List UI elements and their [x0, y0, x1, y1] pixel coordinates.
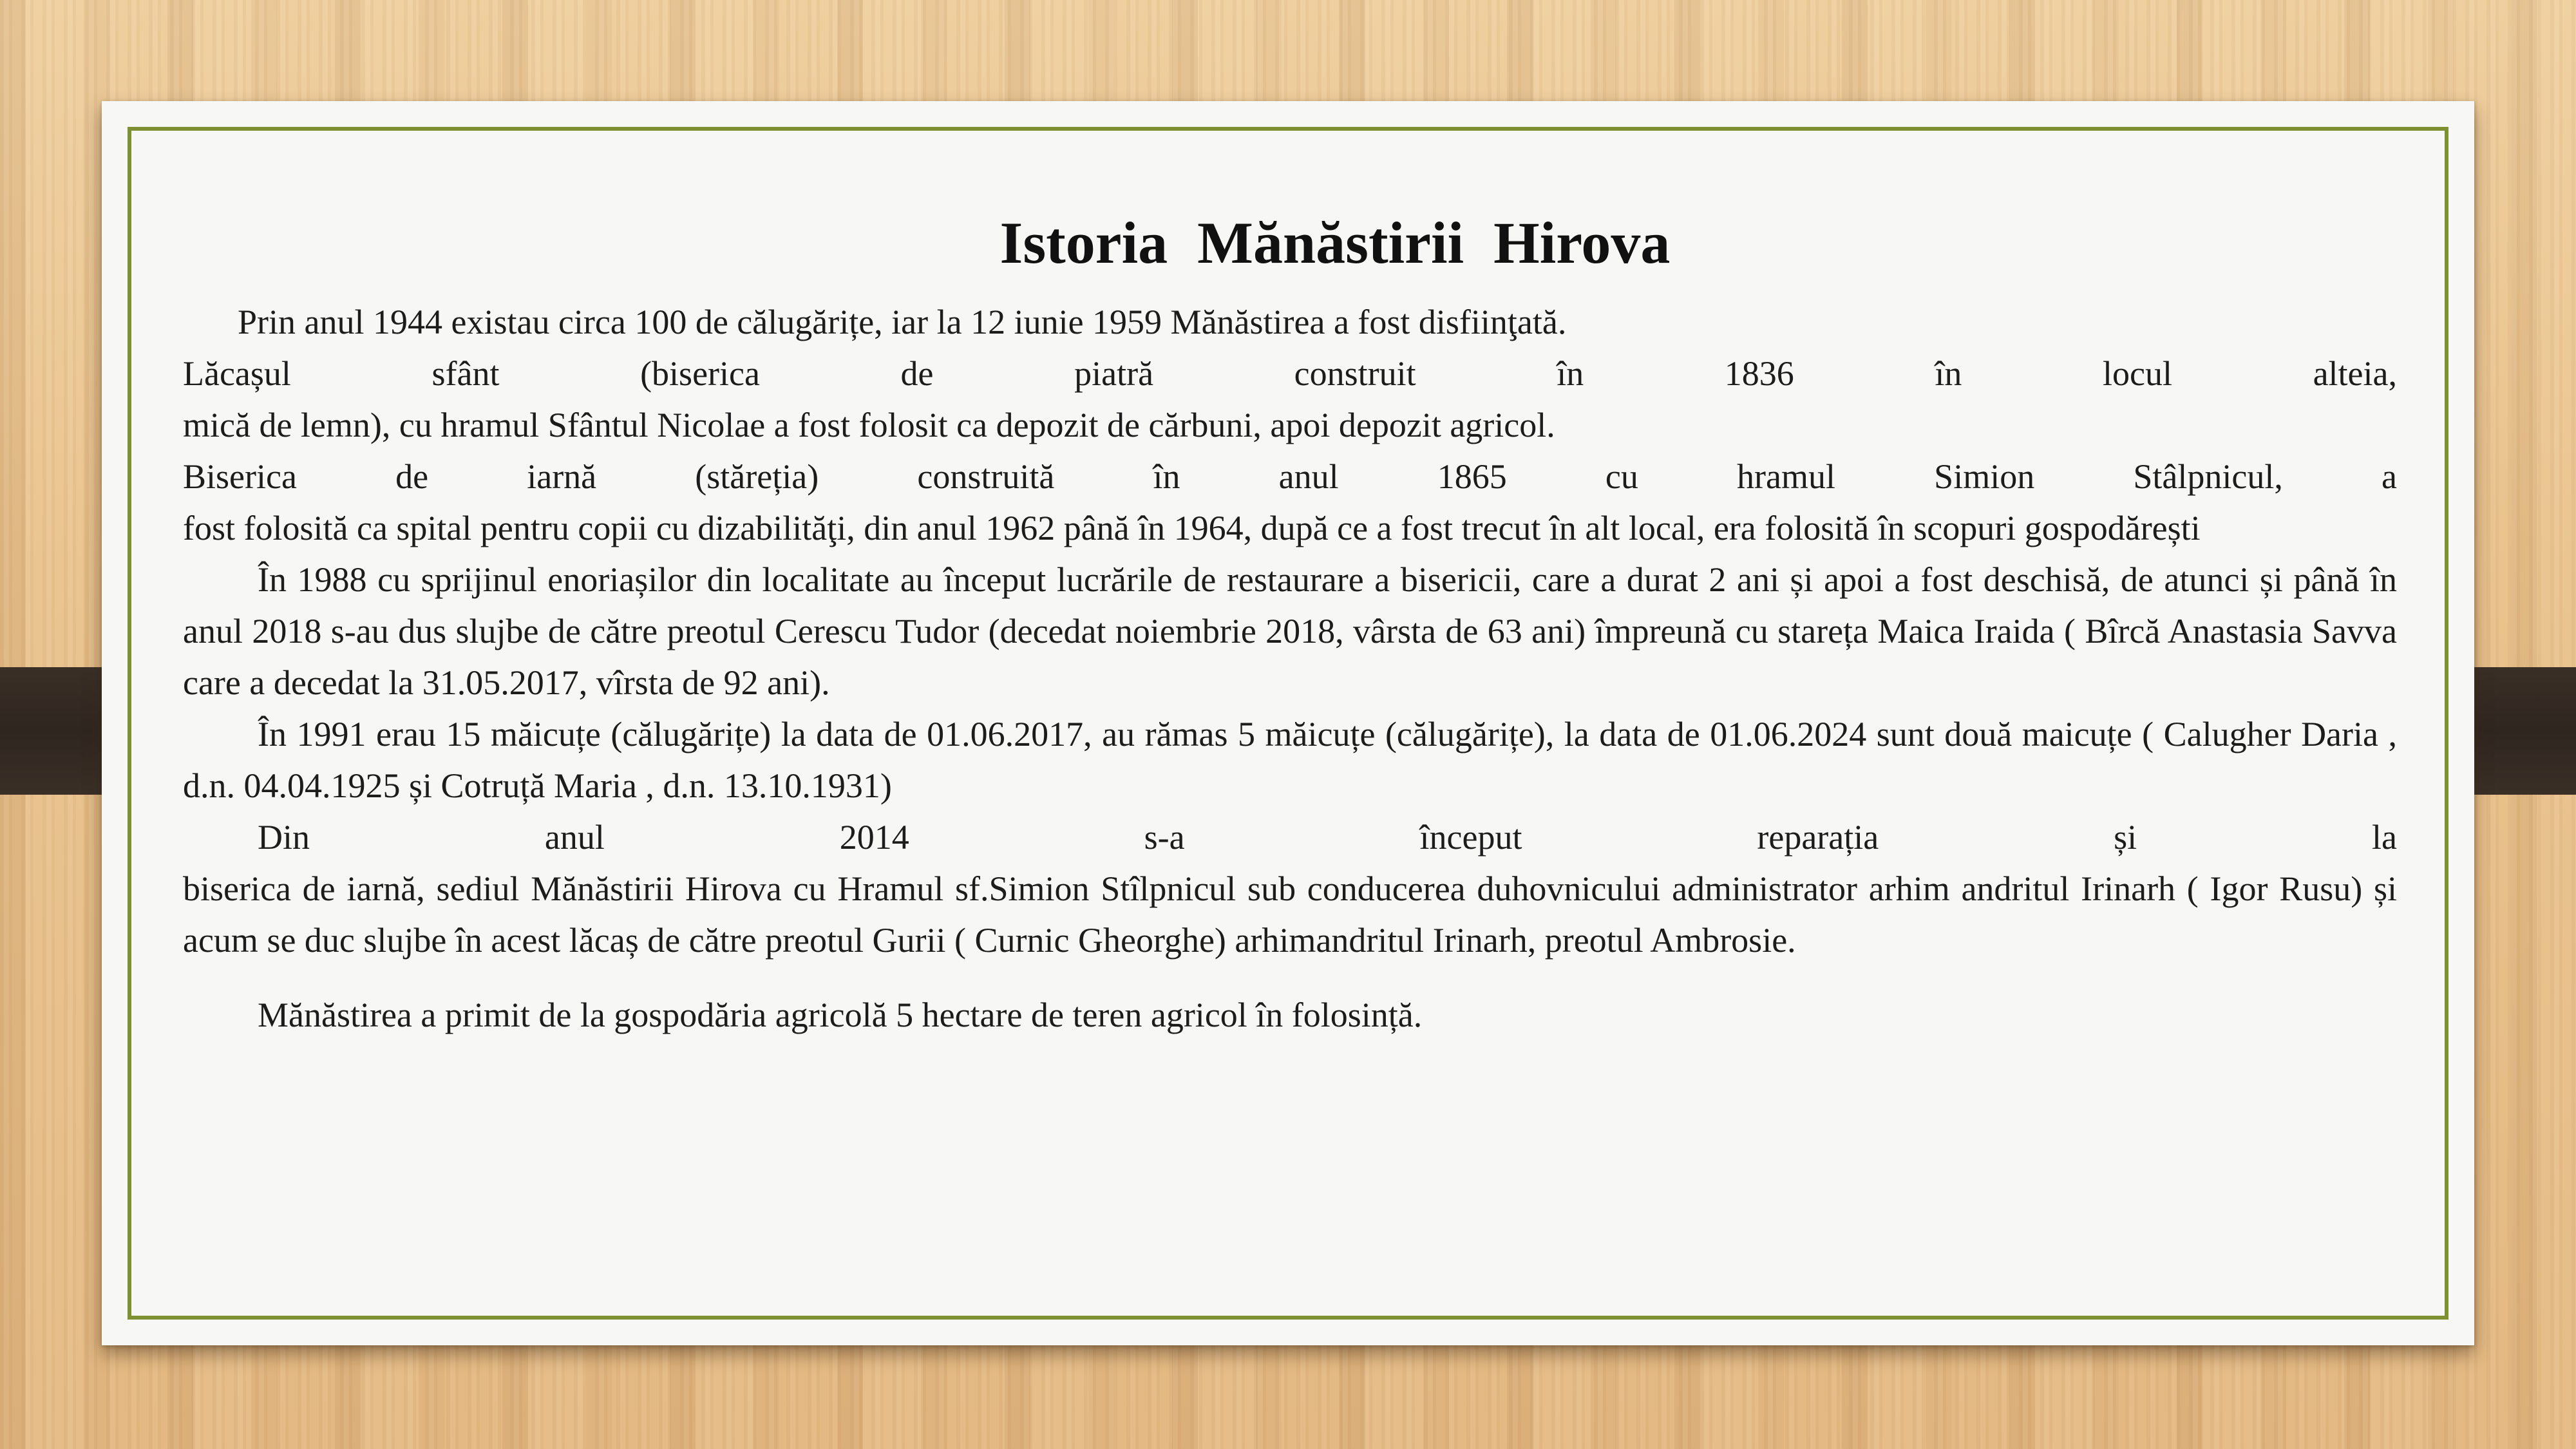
paragraph-8: Din anul 2014 s-a început reparația și la	[258, 818, 2397, 857]
slide-card	[102, 101, 2474, 1345]
page-title: Istoria Mănăstirii Hirova	[999, 210, 1671, 276]
paragraph-4: Biserica de iarnă (stăreția) construită în anul 1865 cu hramul Simion Stâlpnicul, a	[183, 457, 2397, 496]
paragraph-1: Prin anul 1944 existau circa 100 de călugărițe, iar la 12 iunie 1959 Mănăstirea a fost disfiinţată.	[238, 303, 1567, 341]
paragraph-7: În 1991 erau 15 măicuțe (călugărițe) la data de 01.06.2017, au rămas 5 măicuțe (călugărițe), la data de 01.06.2024 sunt două maicuțe ( Calugher Daria , d.n. 04.04.1925 și Cotruță Maria , d.n. 13.10.1931)	[183, 715, 2397, 805]
slide-content	[183, 194, 2397, 1041]
body-text	[183, 296, 2397, 1041]
paragraph-5: fost folosită ca spital pentru copii cu dizabilităţi, din anul 1962 până în 1964, după ce a fost trecut în alt local, era folosită în scopuri gospodărești	[183, 509, 2201, 547]
paragraph-9: biserica de iarnă, sediul Mănăstirii Hirova cu Hramul sf.Simion Stîlpnicul sub conducerea duhovnicului administrator arhim andritul Irinarh ( Igor Rusu) și acum se duc slujbe în acest lăcaș de către preotul Gurii ( Curnic Gheorghe) arhimandritul Irinarh, preotul Ambrosie.	[183, 869, 2397, 960]
paragraph-10: Mănăstirea a primit de la gospodăria agricolă 5 hectare de teren agricol în folosință.	[258, 996, 1423, 1034]
paragraph-3: mică de lemn), cu hramul Sfântul Nicolae a fost folosit ca depozit de cărbuni, apoi depozit agricol.	[183, 406, 1555, 444]
paragraph-2: Lăcașul sfânt (biserica de piatră construit în 1836 în locul alteia,	[183, 354, 2397, 393]
paragraph-6: În 1988 cu sprijinul enoriașilor din localitate au început lucrările de restaurare a bisericii, care a durat 2 ani și apoi a fost deschisă, de atunci și până în anul 2018 s-au dus slujbe de către preotul Cerescu Tudor (decedat noiembrie 2018, vârsta de 63 ani) împreună cu stareța Maica Iraida ( Bîrcă Anastasia Savva care a decedat la 31.05.2017, vîrsta de 92 ani).	[183, 560, 2397, 702]
